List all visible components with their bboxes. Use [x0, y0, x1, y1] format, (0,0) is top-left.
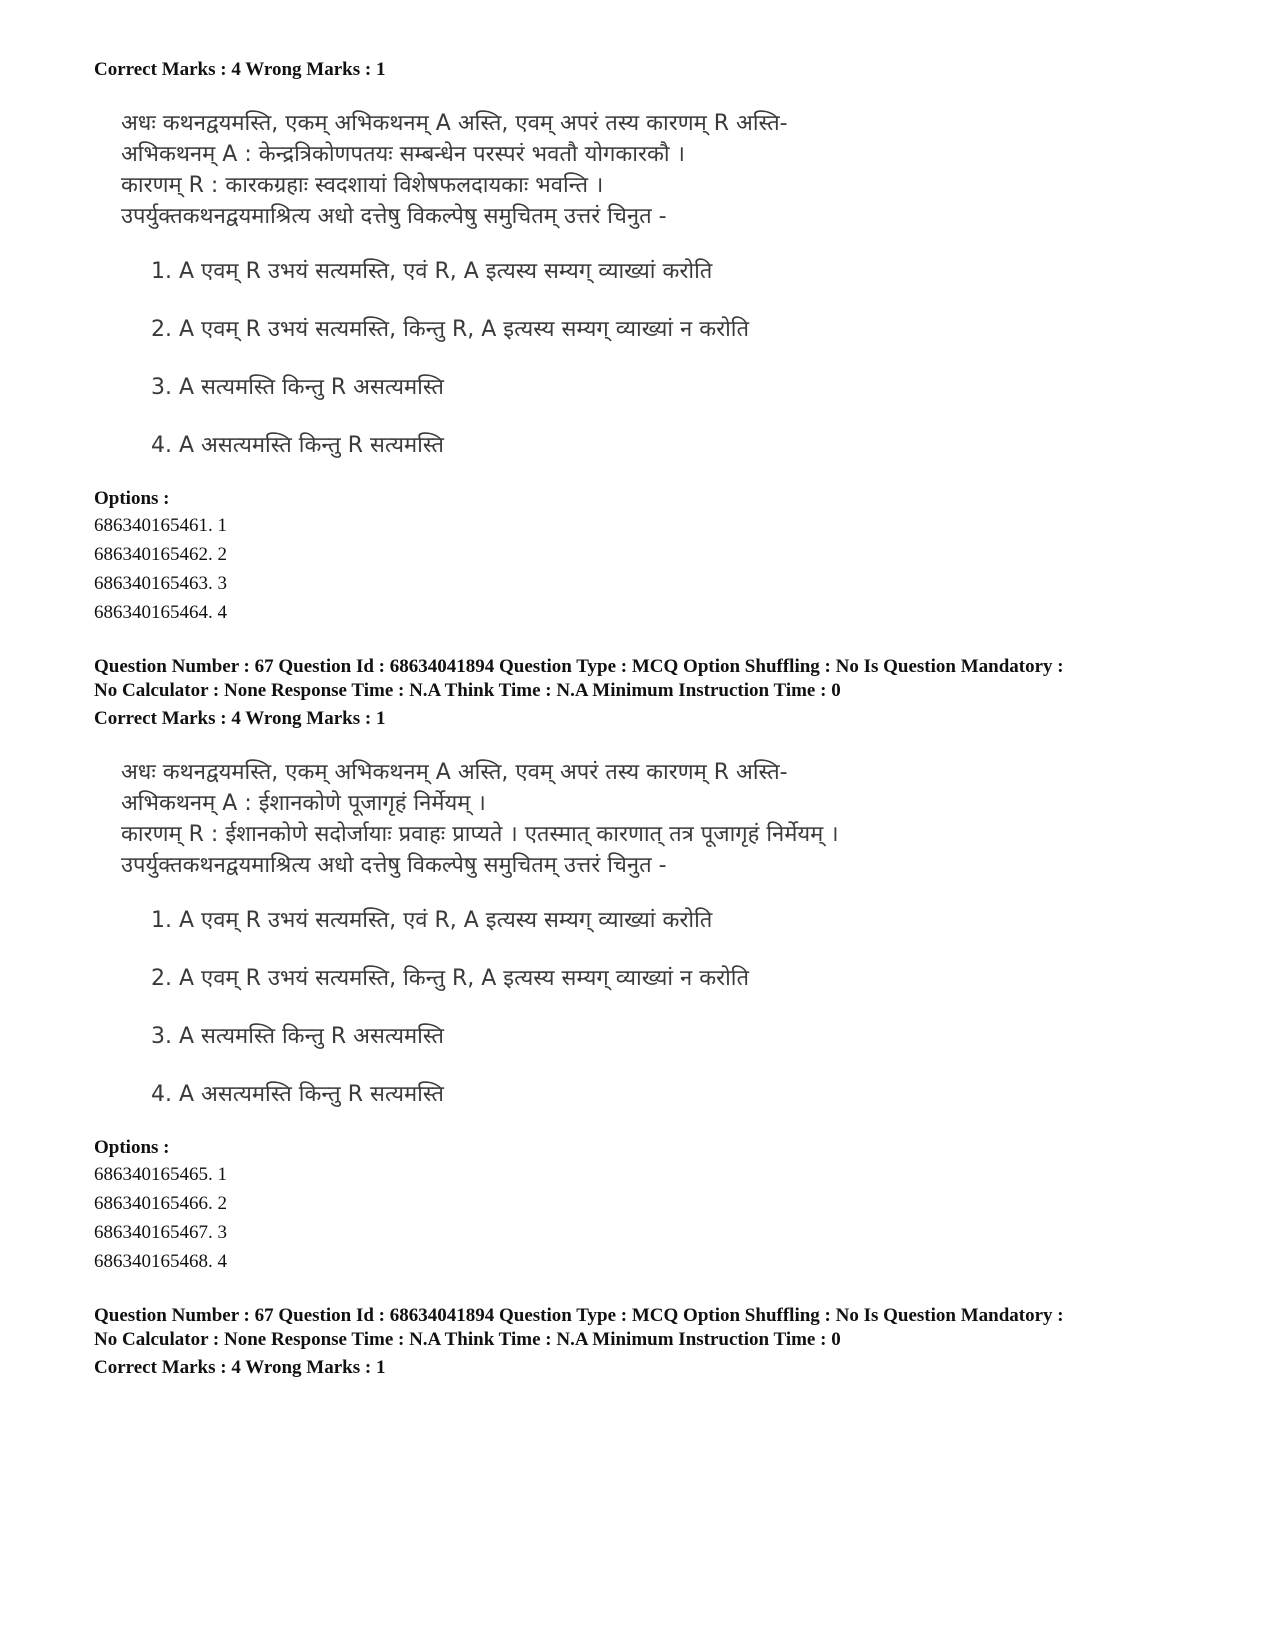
- choice-item: 4. A असत्यमस्ति किन्तु R सत्यमस्ति: [151, 433, 444, 458]
- option-item: 686340165467. 3: [94, 1222, 227, 1243]
- options-heading: Options :: [94, 488, 170, 509]
- choice-item: 2. A एवम् R उभयं सत्यमस्ति, किन्तु R, A इत्यस्य सम्यग् व्याख्यां न करोति: [151, 966, 750, 991]
- option-item: 686340165461. 1: [94, 515, 227, 536]
- assertion-line: अभिकथनम् A : केन्द्रत्रिकोणपतयः सम्बन्धेन परस्परं भवतौ योगकारकौ ।: [121, 142, 685, 167]
- marks-line: Correct Marks : 4 Wrong Marks : 1: [94, 59, 386, 80]
- question-meta: [94, 655, 1204, 731]
- option-item: 686340165465. 1: [94, 1164, 227, 1185]
- choice-item: 1. A एवम् R उभयं सत्यमस्ति, एवं R, A इत्यस्य सम्यग् व्याख्यां करोति: [151, 259, 713, 284]
- choice-item: 3. A सत्यमस्ति किन्तु R असत्यमस्ति: [151, 1024, 444, 1049]
- meta-line: No Calculator : None Response Time : N.A Think Time : N.A Minimum Instruction Time : 0: [94, 1329, 841, 1350]
- marks-line: Correct Marks : 4 Wrong Marks : 1: [94, 708, 386, 729]
- statement-line: अधः कथनद्वयमस्ति, एकम् अभिकथनम् A अस्ति, एवम् अपरं तस्य कारणम् R अस्ति-: [121, 111, 788, 136]
- meta-line: No Calculator : None Response Time : N.A Think Time : N.A Minimum Instruction Time : 0: [94, 680, 841, 701]
- options-list: [94, 1160, 1204, 1276]
- choice-item: 2. A एवम् R उभयं सत्यमस्ति, किन्तु R, A इत्यस्य सम्यग् व्याख्यां न करोति: [151, 317, 750, 342]
- choice-item: 1. A एवम् R उभयं सत्यमस्ति, एवं R, A इत्यस्य सम्यग् व्याख्यां करोति: [151, 908, 713, 933]
- choice-list: [151, 256, 1204, 461]
- option-item: 686340165462. 2: [94, 544, 227, 565]
- option-item: 686340165464. 4: [94, 602, 227, 623]
- option-item: 686340165463. 3: [94, 573, 227, 594]
- meta-line: Question Number : 67 Question Id : 68634041894 Question Type : MCQ Option Shuffling : No Is Question Mandatory :: [94, 656, 1064, 677]
- choice-list: [151, 905, 1204, 1110]
- marks-line: Correct Marks : 4 Wrong Marks : 1: [94, 1357, 386, 1378]
- choice-item: 3. A सत्यमस्ति किन्तु R असत्यमस्ति: [151, 375, 444, 400]
- options-list: [94, 511, 1204, 627]
- reason-line: कारणम् R : ईशानकोणे सदोर्जायाः प्रवाहः प्राप्यते । एतस्मात् कारणात् तत्र पूजागृहं निर्मेयम् ।: [121, 822, 839, 847]
- question-meta: [94, 1304, 1204, 1380]
- options-heading: Options :: [94, 1137, 170, 1158]
- reason-line: कारणम् R : कारकग्रहाः स्वदशायां विशेषफलदायकाः भवन्ति ।: [121, 173, 604, 198]
- choice-item: 4. A असत्यमस्ति किन्तु R सत्यमस्ति: [151, 1082, 444, 1107]
- meta-line: Question Number : 67 Question Id : 68634041894 Question Type : MCQ Option Shuffling : No Is Question Mandatory :: [94, 1305, 1064, 1326]
- question-body: [121, 108, 1204, 461]
- statement-line: अधः कथनद्वयमस्ति, एकम् अभिकथनम् A अस्ति, एवम् अपरं तस्य कारणम् R अस्ति-: [121, 760, 788, 785]
- option-item: 686340165466. 2: [94, 1193, 227, 1214]
- option-item: 686340165468. 4: [94, 1251, 227, 1272]
- instruction-line: उपर्युक्तकथनद्वयमाश्रित्य अधो दत्तेषु विकल्पेषु समुचितम् उत्तरं चिनुत -: [121, 204, 667, 229]
- instruction-line: उपर्युक्तकथनद्वयमाश्रित्य अधो दत्तेषु विकल्पेषु समुचितम् उत्तरं चिनुत -: [121, 853, 667, 878]
- document-page: [94, 58, 1204, 1380]
- assertion-line: अभिकथनम् A : ईशानकोणे पूजागृहं निर्मेयम् ।: [121, 791, 486, 816]
- question-body: [121, 757, 1204, 1110]
